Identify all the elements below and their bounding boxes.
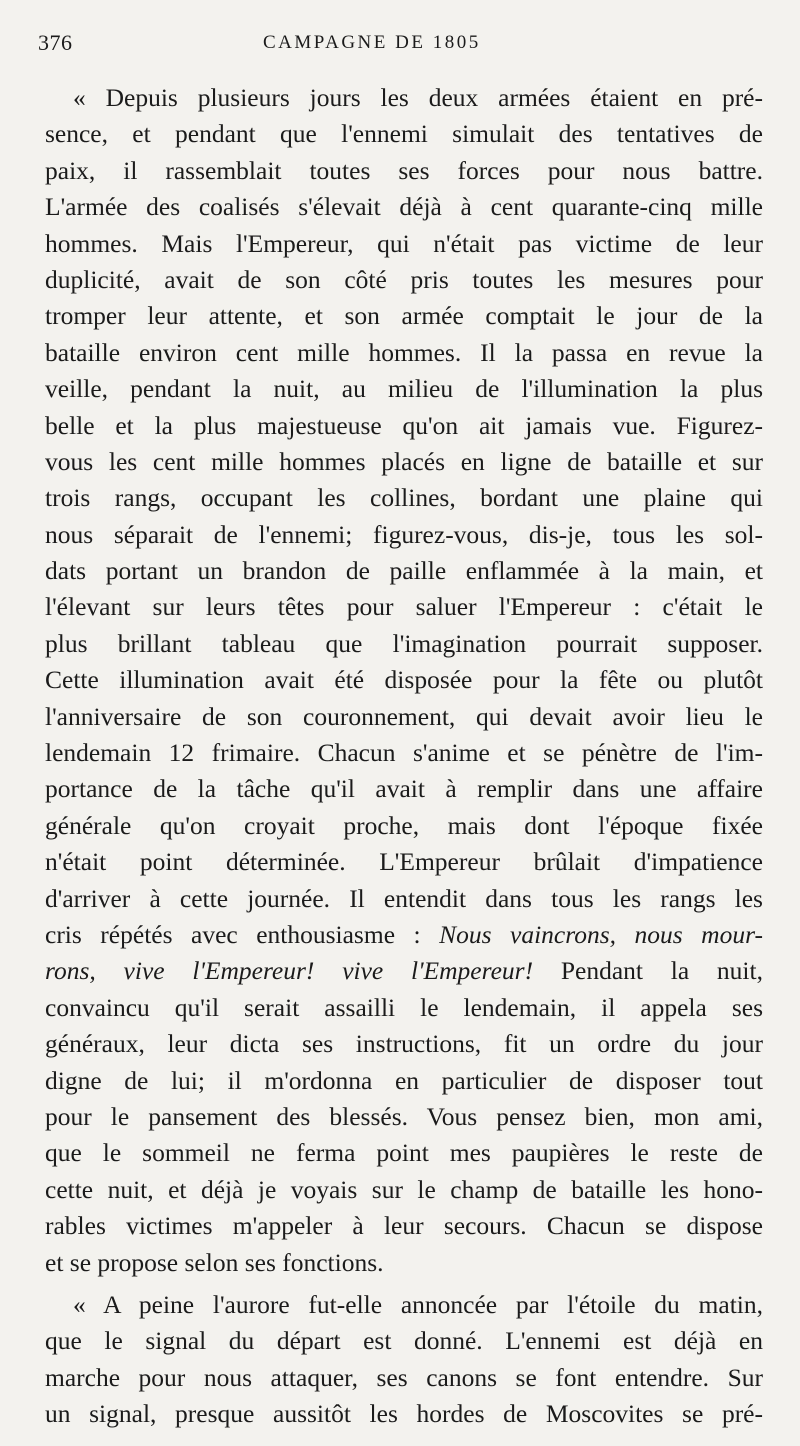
page-number: 376	[38, 30, 73, 55]
text-line: générale qu'on croyait proche, mais dont l'époque fixée	[45, 810, 763, 840]
text-line: digne de lui; il m'ordonna en particulier de disposer tout	[45, 1065, 763, 1095]
text-line: rables victimes m'appeler à leur secours. Chacun se dispose	[45, 1211, 763, 1241]
text-line: marche pour nous attaquer, ses canons se font entendre. Sur	[45, 1362, 763, 1392]
text-line: cette nuit, et déjà je voyais sur le champ de bataille les hono-	[45, 1174, 763, 1204]
text-line: l'anniversaire de son couronnement, qui devait avoir lieu le	[45, 701, 763, 731]
text-line: tromper leur attente, et son armée comptait le jour de la	[45, 301, 763, 331]
text-line: paix, il rassemblait toutes ses forces pour nous battre.	[45, 155, 763, 185]
paragraph-1	[45, 80, 763, 1281]
text-line: trois rangs, occupant les collines, bordant une plaine qui	[45, 483, 763, 513]
italic-quote: Nous vaincrons, nous mour-	[439, 919, 763, 949]
text-line: plus brillant tableau que l'imagination pourrait supposer.	[45, 628, 763, 658]
text-line: que le signal du départ est donné. L'ennemi est déjà en	[45, 1326, 763, 1356]
text-line: dats portant un brandon de paille enflammée à la main, et	[45, 556, 763, 586]
text-line: belle et la plus majestueuse qu'on ait jamais vue. Figurez-	[45, 410, 763, 440]
text-line: l'élevant sur leurs têtes pour saluer l'Empereur : c'était le	[45, 592, 763, 622]
text-line: hommes. Mais l'Empereur, qui n'était pas victime de leur	[45, 228, 763, 258]
text-line: lendemain 12 frimaire. Chacun s'anime et se pénètre de l'im-	[45, 738, 763, 768]
text-line: n'était point déterminée. L'Empereur brûlait d'impatience	[45, 847, 763, 877]
text-line: veille, pendant la nuit, au milieu de l'illumination la plus	[45, 374, 763, 404]
text-line: convaincu qu'il serait assailli le lendemain, il appela ses	[45, 992, 763, 1022]
text-line: « Depuis plusieurs jours les deux armées étaient en pré-	[73, 83, 763, 112]
text-line: vous les cent mille hommes placés en ligne de bataille et sur	[45, 446, 763, 476]
paragraph-2	[45, 1287, 763, 1433]
text-run: Pendant la nuit,	[533, 956, 763, 986]
text-line: généraux, leur dicta ses instructions, fit un ordre du jour	[45, 1029, 763, 1059]
page-header	[38, 30, 752, 60]
text-line: Cette illumination avait été disposée pour la fête ou plutôt	[45, 665, 763, 695]
text-line: d'arriver à cette journée. Il entendit dans tous les rangs les	[45, 883, 763, 913]
running-head: CAMPAGNE DE 1805	[263, 32, 481, 53]
text-line: L'armée des coalisés s'élevait déjà à cent quarante-cinq mille	[45, 192, 763, 222]
italic-quote: rons, vive l'Empereur! vive l'Empereur!	[45, 956, 534, 986]
text-line: que le sommeil ne ferma point mes paupières le reste de	[45, 1138, 763, 1168]
text-line-italic	[45, 953, 763, 989]
text-line: et se propose selon ses fonctions.	[45, 1247, 384, 1277]
text-line: portance de la tâche qu'il avait à remplir dans une affaire	[45, 774, 763, 804]
text-line: bataille environ cent mille hommes. Il la passa en revue la	[45, 337, 763, 367]
text-line: un signal, presque aussitôt les hordes de Moscovites se pré-	[45, 1399, 763, 1429]
text-line: pour le pansement des blessés. Vous pensez bien, mon ami,	[45, 1101, 763, 1131]
text-line: « A peine l'aurore fut-elle annoncée par l'étoile du matin,	[73, 1289, 763, 1319]
text-line: duplicité, avait de son côté pris toutes les mesures pour	[45, 264, 763, 294]
text-line: sence, et pendant que l'ennemi simulait des tentatives de	[45, 119, 763, 149]
text-run: cris répétés avec enthousiasme :	[45, 919, 440, 949]
text-line: nous séparait de l'ennemi; figurez-vous, dis-je, tous les sol-	[45, 519, 763, 549]
text-line-italic	[45, 917, 763, 953]
body-text	[45, 80, 763, 1432]
